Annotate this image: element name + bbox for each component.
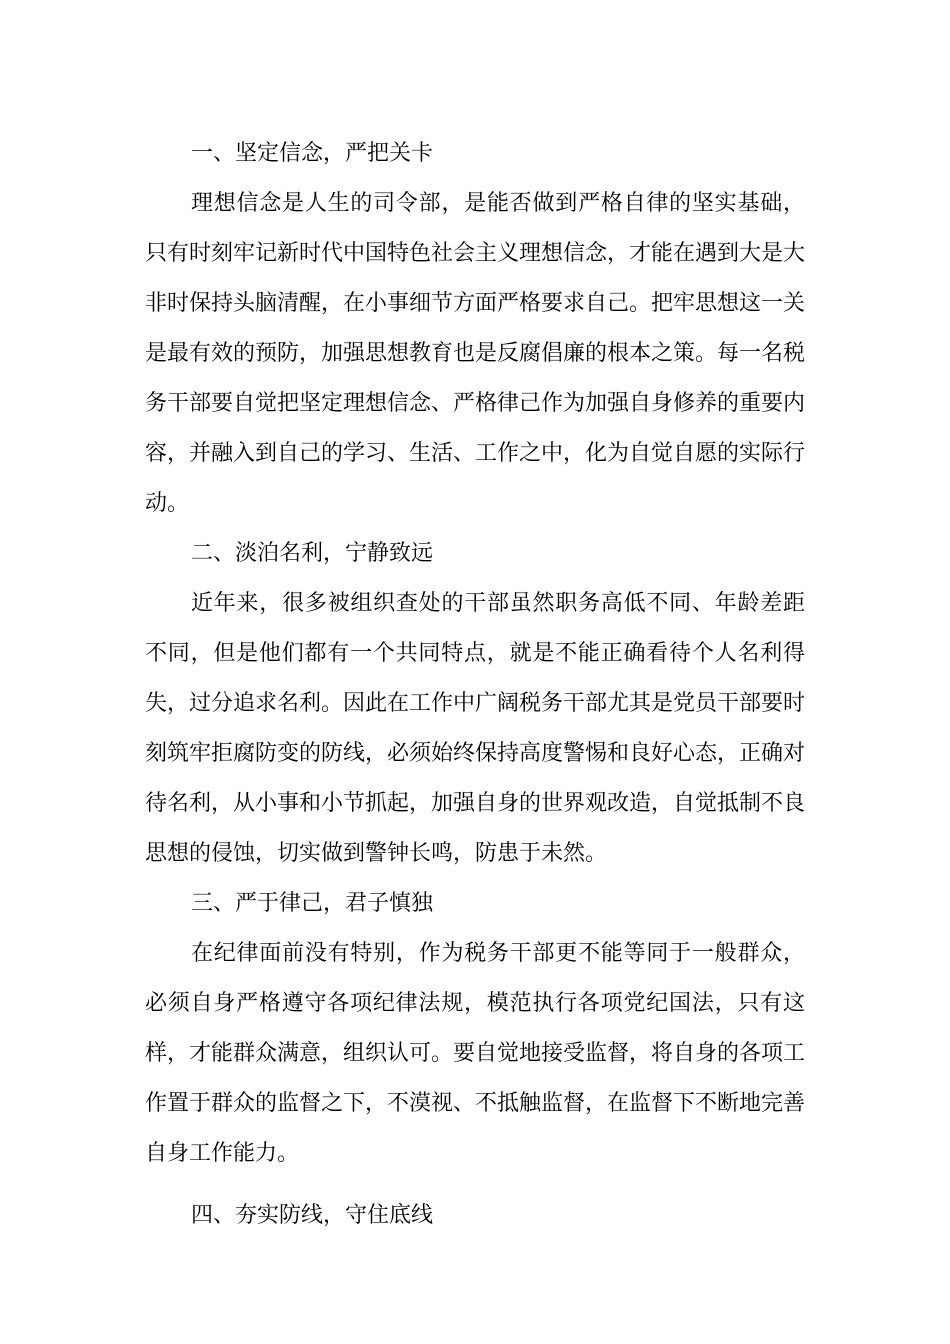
section-body-2: 近年来，很多被组织查处的干部虽然职务高低不同、年龄差距不同，但是他们都有一个共同特点，就是不能正确看待个人名利得失，过分追求名利。因此在工作中广阔税务干部尤其是党员干部要时刻筑牢拒腐防变的防线，必须始终保持高度警惕和良好心态，正确对待名利，从小事和小节抓起，加强自身的世界观改造，自觉抵制不良思想的侵蚀，切实做到警钟长鸣，防患于未然。 [145, 591, 806, 866]
section-heading-4: 四、夯实防线，守住底线 [191, 1203, 434, 1228]
section-heading-1: 一、坚定信念，严把关卡 [191, 141, 434, 166]
section-body-1: 理想信念是人生的司令部，是能否做到严格自律的坚实基础，只有时刻牢记新时代中国特色社会主义理想信念，才能在遇到大是大非时保持头脑清醒，在小事细节方面严格要求自己。把牢思想这一关是最有效的预防，加强思想教育也是反腐倡廉的根本之策。每一名税务干部要自觉把坚定理想信念、严格律己作为加强自身修养的重要内容，并融入到自己的学习、生活、工作之中，化为自觉自愿的实际行动。 [145, 191, 806, 516]
section-gap [145, 1179, 805, 1191]
document-content [145, 129, 805, 1241]
section-body-3: 在纪律面前没有特别，作为税务干部更不能等同于一般群众，必须自身严格遵守各项纪律法规，模范执行各项党纪国法，只有这样，才能群众满意，组织认可。要自觉地接受监督，将自身的各项工作置于群众的监督之下，不漠视、不抵触监督，在监督下不断地完善自身工作能力。 [145, 941, 806, 1166]
section-heading-2: 二、淡泊名利，宁静致远 [191, 541, 434, 566]
section-heading-3: 三、严于律己，君子慎独 [191, 891, 434, 916]
